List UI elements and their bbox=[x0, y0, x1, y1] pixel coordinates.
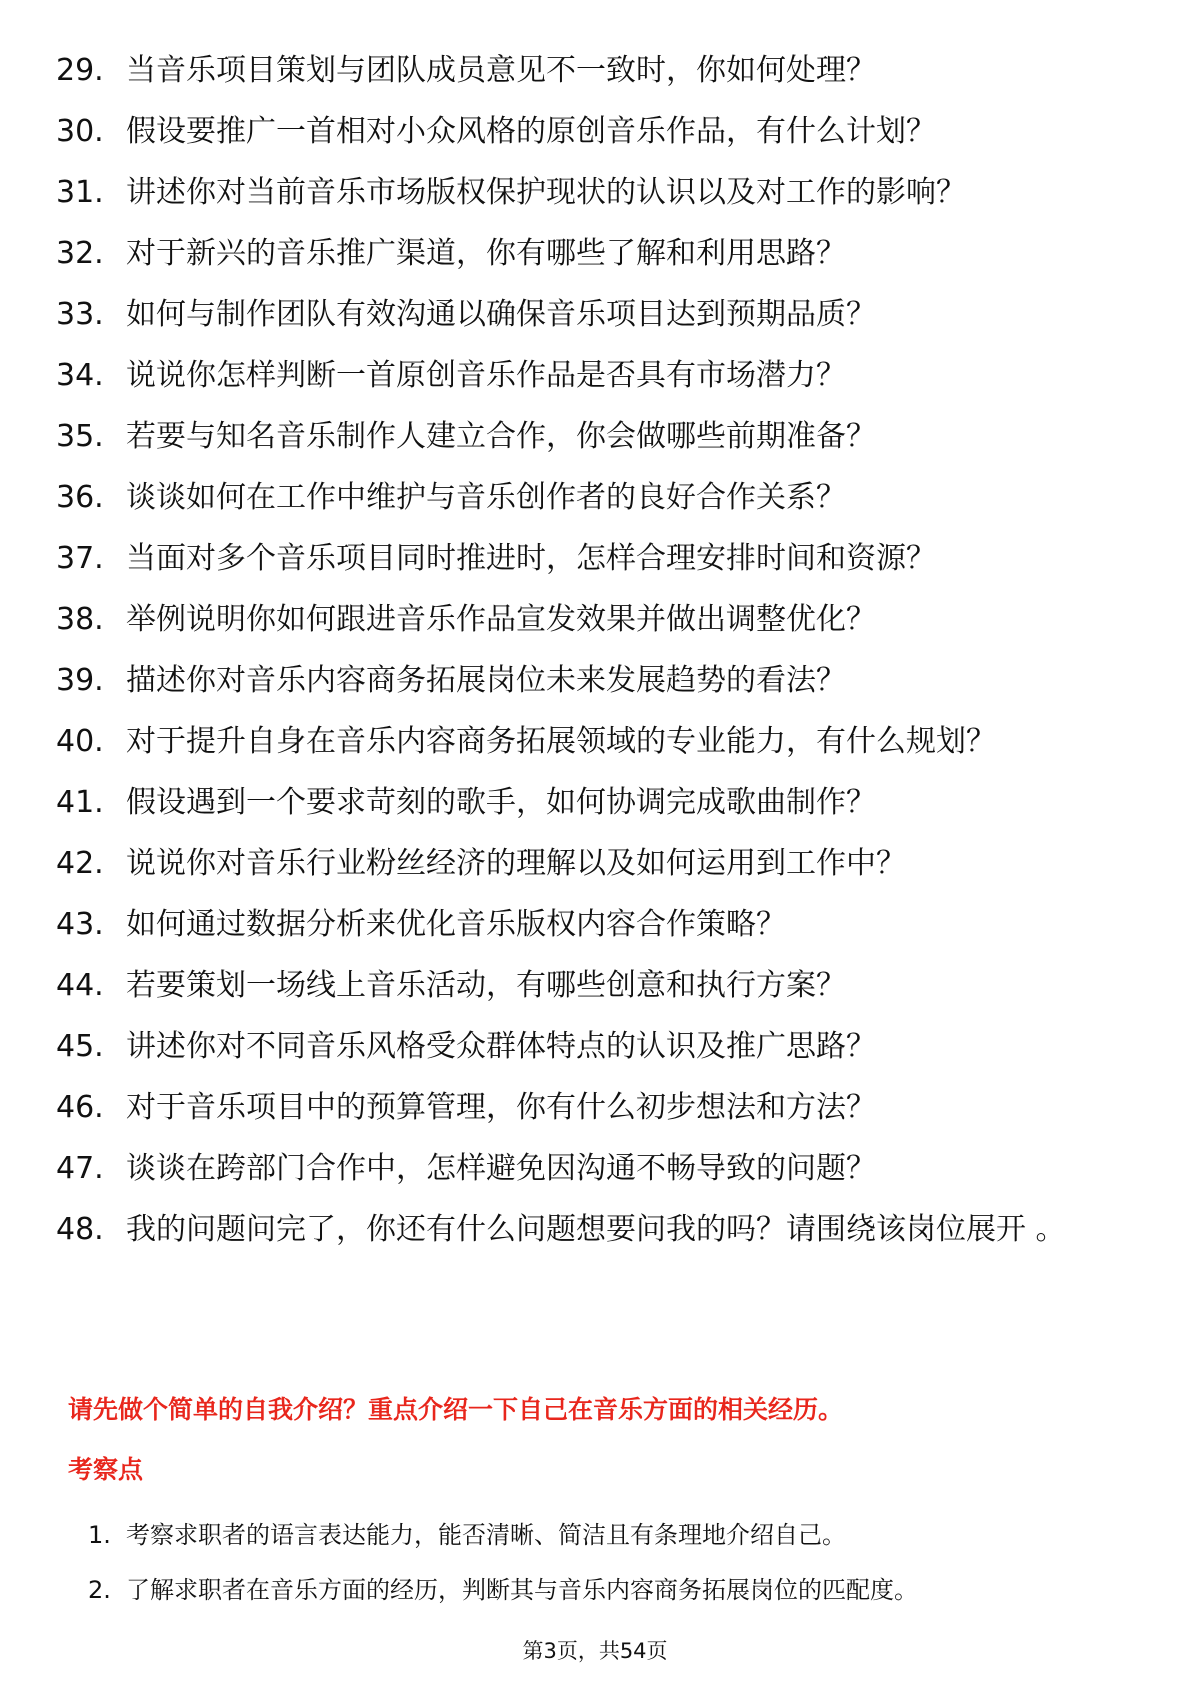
section-heading: 请先做个简单的自我介绍？重点介绍一下自己在音乐方面的相关经历。 bbox=[68, 1395, 844, 1424]
question-text: 举例说明你如何跟进音乐作品宣发效果并做出调整优化？ bbox=[126, 602, 876, 637]
question-number: 40. bbox=[56, 724, 104, 759]
question-number: 38. bbox=[56, 602, 104, 637]
question-text: 如何与制作团队有效沟通以确保音乐项目达到预期品质？ bbox=[126, 297, 876, 332]
question-text: 如何通过数据分析来优化音乐版权内容合作策略？ bbox=[126, 907, 786, 942]
question-number: 36. bbox=[56, 480, 104, 515]
question-item bbox=[56, 782, 1116, 823]
point-text: 考察求职者的语言表达能力，能否清晰、简洁且有条理地介绍自己。 bbox=[126, 1521, 846, 1549]
question-item bbox=[56, 355, 1116, 396]
question-number: 39. bbox=[56, 663, 104, 698]
question-text: 对于提升自身在音乐内容商务拓展领域的专业能力，有什么规划？ bbox=[126, 724, 996, 759]
question-item bbox=[56, 1148, 1116, 1189]
question-text: 对于音乐项目中的预算管理，你有什么初步想法和方法？ bbox=[126, 1090, 876, 1125]
question-list bbox=[56, 50, 1116, 1270]
question-item bbox=[56, 233, 1116, 274]
point-text: 了解求职者在音乐方面的经历，判断其与音乐内容商务拓展岗位的匹配度。 bbox=[126, 1576, 918, 1604]
question-number: 43. bbox=[56, 907, 104, 942]
question-text: 若要与知名音乐制作人建立合作，你会做哪些前期准备？ bbox=[126, 419, 876, 454]
question-text: 说说你对音乐行业粉丝经济的理解以及如何运用到工作中？ bbox=[126, 846, 906, 881]
question-item bbox=[56, 1026, 1116, 1067]
section-subheading: 考察点 bbox=[68, 1455, 144, 1484]
question-number: 35. bbox=[56, 419, 104, 454]
question-item bbox=[56, 416, 1116, 457]
question-number: 31. bbox=[56, 175, 104, 210]
question-text: 说说你怎样判断一首原创音乐作品是否具有市场潜力？ bbox=[126, 358, 846, 393]
question-text: 谈谈如何在工作中维护与音乐创作者的良好合作关系？ bbox=[126, 480, 846, 515]
question-number: 34. bbox=[56, 358, 104, 393]
question-number: 30. bbox=[56, 114, 104, 149]
question-text: 当音乐项目策划与团队成员意见不一致时，你如何处理？ bbox=[126, 53, 876, 88]
page-footer: 第3页，共54页 bbox=[522, 1639, 668, 1663]
question-text: 若要策划一场线上音乐活动，有哪些创意和执行方案？ bbox=[126, 968, 846, 1003]
question-item bbox=[56, 50, 1116, 91]
question-item bbox=[56, 538, 1116, 579]
question-text: 假设遇到一个要求苛刻的歌手，如何协调完成歌曲制作？ bbox=[126, 785, 876, 820]
point-number: 2. bbox=[88, 1576, 111, 1604]
question-number: 45. bbox=[56, 1029, 104, 1064]
question-number: 42. bbox=[56, 846, 104, 881]
question-item bbox=[56, 843, 1116, 884]
question-text: 对于新兴的音乐推广渠道，你有哪些了解和利用思路？ bbox=[126, 236, 846, 271]
question-text: 我的问题问完了，你还有什么问题想要问我的吗？请围绕该岗位展开 。 bbox=[126, 1212, 1066, 1247]
question-text: 谈谈在跨部门合作中，怎样避免因沟通不畅导致的问题？ bbox=[126, 1151, 876, 1186]
question-text: 假设要推广一首相对小众风格的原创音乐作品，有什么计划？ bbox=[126, 114, 936, 149]
question-item bbox=[56, 660, 1116, 701]
question-item bbox=[56, 721, 1116, 762]
question-item bbox=[56, 965, 1116, 1006]
point-number: 1. bbox=[88, 1521, 111, 1549]
question-number: 48. bbox=[56, 1212, 104, 1247]
question-item bbox=[56, 477, 1116, 518]
question-text: 讲述你对当前音乐市场版权保护现状的认识以及对工作的影响？ bbox=[126, 175, 966, 210]
question-number: 44. bbox=[56, 968, 104, 1003]
question-number: 41. bbox=[56, 785, 104, 820]
question-item bbox=[56, 111, 1116, 152]
question-item bbox=[56, 1209, 1116, 1250]
question-item bbox=[56, 1087, 1116, 1128]
question-item bbox=[56, 294, 1116, 335]
question-number: 37. bbox=[56, 541, 104, 576]
question-text: 描述你对音乐内容商务拓展岗位未来发展趋势的看法？ bbox=[126, 663, 846, 698]
list-item bbox=[88, 1518, 1128, 1552]
question-number: 47. bbox=[56, 1151, 104, 1186]
question-item bbox=[56, 904, 1116, 945]
question-text: 当面对多个音乐项目同时推进时，怎样合理安排时间和资源？ bbox=[126, 541, 936, 576]
question-number: 46. bbox=[56, 1090, 104, 1125]
question-number: 33. bbox=[56, 297, 104, 332]
question-number: 32. bbox=[56, 236, 104, 271]
question-item bbox=[56, 172, 1116, 213]
question-number: 29. bbox=[56, 53, 104, 88]
assessment-points-list bbox=[88, 1518, 1128, 1628]
list-item bbox=[88, 1573, 1128, 1607]
question-text: 讲述你对不同音乐风格受众群体特点的认识及推广思路？ bbox=[126, 1029, 876, 1064]
question-item bbox=[56, 599, 1116, 640]
